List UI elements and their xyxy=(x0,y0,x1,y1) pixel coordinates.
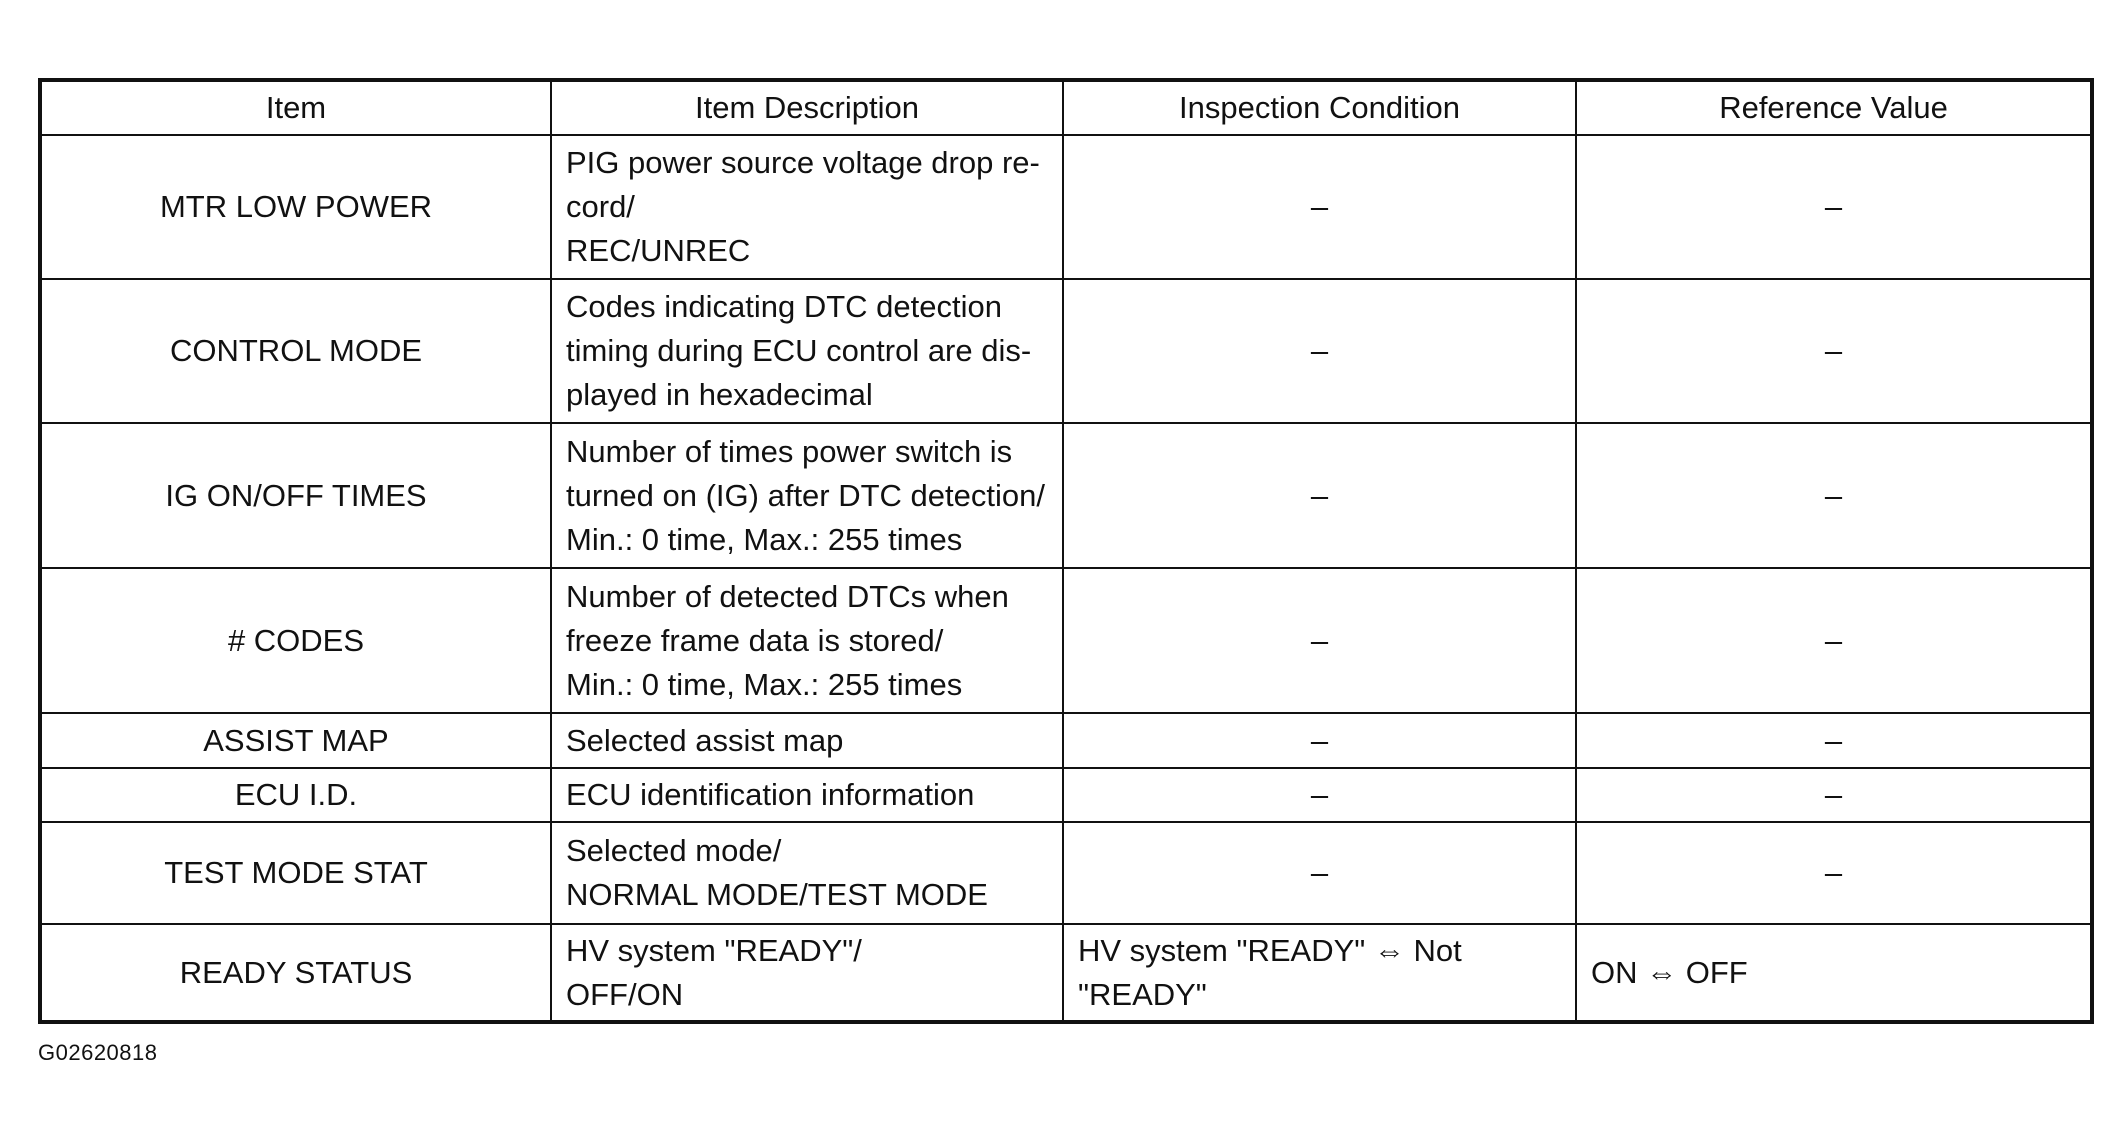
cell-description-line: Min.: 0 time, Max.: 255 times xyxy=(566,521,963,557)
header-inspection-condition: Inspection Condition xyxy=(1063,80,1576,135)
cell-item: ECU I.D. xyxy=(40,768,551,822)
cell-condition xyxy=(1063,279,1576,423)
cell-reference-line: – xyxy=(1824,333,1843,368)
cell-reference xyxy=(1576,768,2092,822)
cell-item: MTR LOW POWER xyxy=(40,135,551,279)
cell-description-line: REC/UNREC xyxy=(566,233,751,268)
cell-reference xyxy=(1576,822,2092,924)
header-item-description: Item Description xyxy=(551,80,1063,135)
table-row xyxy=(40,768,2092,822)
cell-reference-line: – xyxy=(1824,777,1843,812)
cell-description-line: Codes indicating DTC detection xyxy=(566,289,1002,324)
cell-condition xyxy=(1063,568,1576,713)
table-row xyxy=(40,822,2092,924)
cell-description xyxy=(551,135,1063,279)
cell-description-line: freeze frame data is stored/ xyxy=(566,622,944,658)
data-table xyxy=(38,78,2094,1024)
table-row xyxy=(40,423,2092,568)
cell-item: # CODES xyxy=(40,568,551,713)
cell-reference-line: – xyxy=(1824,855,1843,890)
cell-item: ASSIST MAP xyxy=(40,713,551,768)
cell-condition xyxy=(1063,713,1576,768)
cell-item: CONTROL MODE xyxy=(40,279,551,423)
cell-condition-line: – xyxy=(1310,477,1329,513)
table-row xyxy=(40,924,2092,1022)
header-reference-value: Reference Value xyxy=(1576,80,2092,135)
cell-item: TEST MODE STAT xyxy=(40,822,551,924)
cell-description xyxy=(551,924,1063,1022)
cell-description-line: HV system "READY"/ xyxy=(566,932,862,968)
cell-description-line: cord/ xyxy=(566,189,635,224)
cell-item: IG ON/OFF TIMES xyxy=(40,423,551,568)
table-row xyxy=(40,135,2092,279)
cell-condition-line: "READY" xyxy=(1078,976,1207,1012)
cell-description xyxy=(551,568,1063,713)
cell-reference xyxy=(1576,713,2092,768)
cell-reference-line: – xyxy=(1824,477,1843,513)
cell-description-line: turned on (IG) after DTC detection/ xyxy=(566,477,1045,513)
cell-description-line: Selected assist map xyxy=(566,722,844,758)
cell-reference-line: – xyxy=(1824,622,1843,658)
table-row xyxy=(40,713,2092,768)
cell-description xyxy=(551,423,1063,568)
cell-reference-line: – xyxy=(1824,189,1843,224)
table-header-row xyxy=(40,80,2092,135)
cell-description-line: Min.: 0 time, Max.: 255 times xyxy=(566,666,963,702)
cell-description-line: ECU identification information xyxy=(566,777,975,812)
cell-condition-line: – xyxy=(1310,622,1329,658)
cell-condition xyxy=(1063,423,1576,568)
cell-description-line: OFF/ON xyxy=(566,976,684,1012)
cell-description-line: PIG power source voltage drop re- xyxy=(566,145,1040,180)
cell-reference xyxy=(1576,279,2092,423)
cell-condition xyxy=(1063,768,1576,822)
table-row xyxy=(40,279,2092,423)
cell-reference xyxy=(1576,423,2092,568)
table-row xyxy=(40,568,2092,713)
cell-reference xyxy=(1576,924,2092,1022)
cell-condition-line: HV system "READY" ⇔ Not xyxy=(1078,932,1462,968)
cell-description xyxy=(551,713,1063,768)
cell-description xyxy=(551,768,1063,822)
cell-reference xyxy=(1576,135,2092,279)
cell-condition xyxy=(1063,822,1576,924)
cell-condition-line: – xyxy=(1310,777,1329,812)
table-body xyxy=(40,135,2092,1022)
cell-condition-line: – xyxy=(1310,855,1329,890)
cell-description-line: Number of times power switch is xyxy=(566,433,1013,469)
figure-id: G02620818 xyxy=(38,1040,158,1065)
cell-condition-line: – xyxy=(1310,333,1329,368)
cell-description-line: NORMAL MODE/TEST MODE xyxy=(566,877,988,912)
cell-description-line: Selected mode/ xyxy=(566,833,782,868)
cell-reference-line: – xyxy=(1824,722,1843,758)
cell-description xyxy=(551,822,1063,924)
cell-description-line: played in hexadecimal xyxy=(566,377,873,412)
cell-condition xyxy=(1063,924,1576,1022)
cell-description-line: timing during ECU control are dis- xyxy=(566,333,1032,368)
cell-condition-line: – xyxy=(1310,722,1329,758)
cell-reference xyxy=(1576,568,2092,713)
cell-reference-line: ON ⇔ OFF xyxy=(1591,954,1748,990)
cell-condition-line: – xyxy=(1310,189,1329,224)
header-item: Item xyxy=(40,80,551,135)
cell-item: READY STATUS xyxy=(40,924,551,1022)
cell-condition xyxy=(1063,135,1576,279)
cell-description xyxy=(551,279,1063,423)
cell-description-line: Number of detected DTCs when xyxy=(566,578,1009,614)
